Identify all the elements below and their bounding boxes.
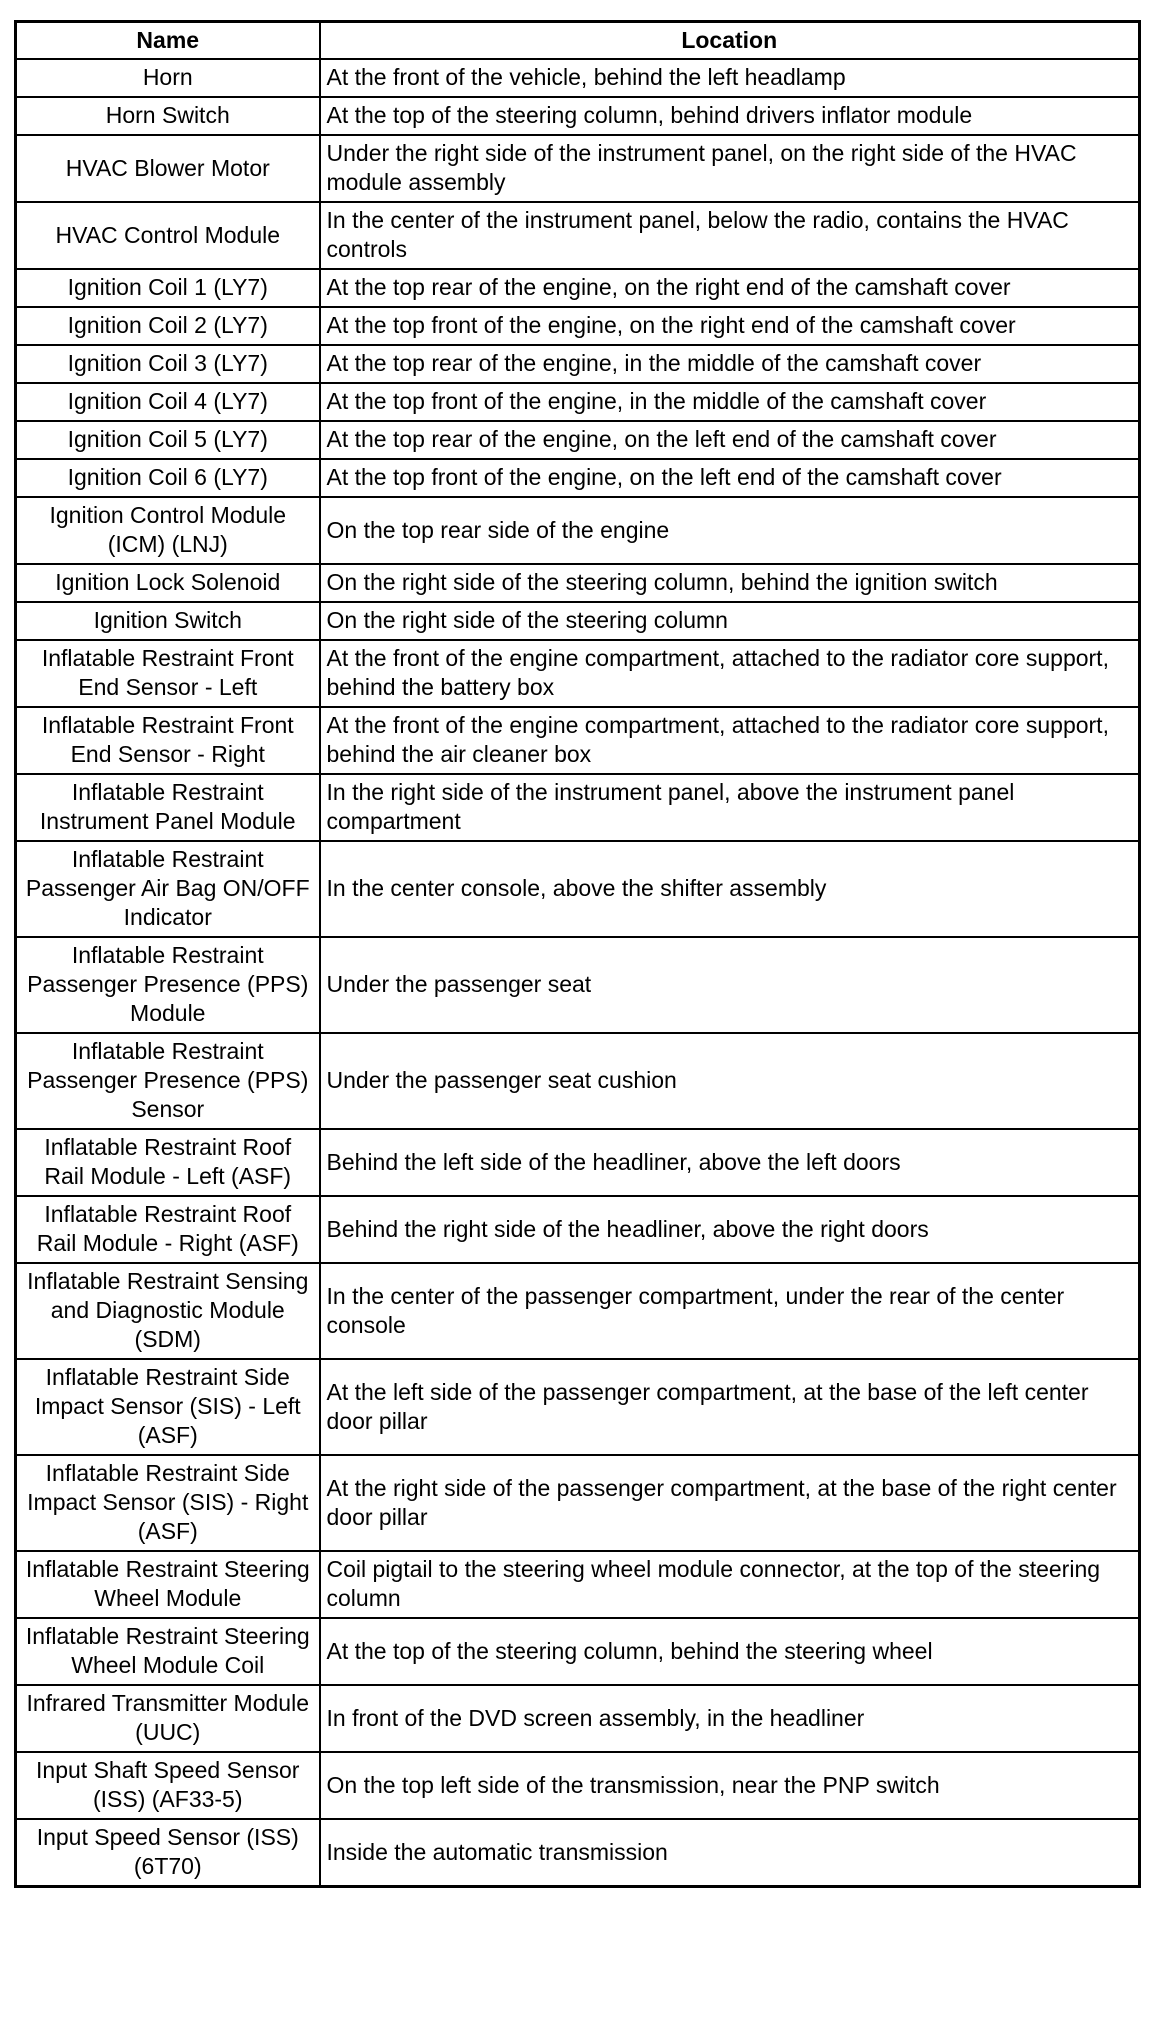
component-name-cell: Inflatable Restraint Instrument Panel Module [16, 774, 320, 841]
component-location-cell: In front of the DVD screen assembly, in the headliner [320, 1685, 1140, 1752]
component-location-cell: In the center of the passenger compartment, under the rear of the center console [320, 1263, 1140, 1359]
component-location-cell: At the front of the engine compartment, attached to the radiator core support, behind the air cleaner box [320, 707, 1140, 774]
component-location-cell: At the top front of the engine, on the left end of the camshaft cover [320, 459, 1140, 497]
component-name-cell: Input Speed Sensor (ISS) (6T70) [16, 1819, 320, 1887]
component-name-cell: Inflatable Restraint Side Impact Sensor (SIS) - Left (ASF) [16, 1359, 320, 1455]
component-location-cell: Under the passenger seat [320, 937, 1140, 1033]
component-location-cell: In the center console, above the shifter assembly [320, 841, 1140, 937]
component-location-cell: On the right side of the steering column [320, 602, 1140, 640]
table-row [16, 383, 1140, 421]
component-name-cell: Inflatable Restraint Sensing and Diagnostic Module (SDM) [16, 1263, 320, 1359]
component-location-cell: At the top of the steering column, behind the steering wheel [320, 1618, 1140, 1685]
component-name-cell: Inflatable Restraint Side Impact Sensor (SIS) - Right (ASF) [16, 1455, 320, 1551]
table-row [16, 707, 1140, 774]
component-name-cell: Ignition Coil 1 (LY7) [16, 269, 320, 307]
component-name-cell: Inflatable Restraint Passenger Air Bag ON/OFF Indicator [16, 841, 320, 937]
table-row [16, 1819, 1140, 1887]
component-name-cell: Ignition Coil 4 (LY7) [16, 383, 320, 421]
component-name-cell: Inflatable Restraint Passenger Presence (PPS) Sensor [16, 1033, 320, 1129]
table-row [16, 1752, 1140, 1819]
component-location-cell: At the top of the steering column, behind drivers inflator module [320, 97, 1140, 135]
component-location-cell: Inside the automatic transmission [320, 1819, 1140, 1887]
table-row [16, 602, 1140, 640]
component-name-cell: Infrared Transmitter Module (UUC) [16, 1685, 320, 1752]
table-row [16, 564, 1140, 602]
component-name-cell: Inflatable Restraint Front End Sensor - Right [16, 707, 320, 774]
table-row [16, 841, 1140, 937]
component-location-table [14, 20, 1141, 1888]
component-name-cell: Inflatable Restraint Front End Sensor - Left [16, 640, 320, 707]
component-name-cell: Ignition Coil 6 (LY7) [16, 459, 320, 497]
table-row [16, 1033, 1140, 1129]
table-row [16, 202, 1140, 269]
table-row [16, 459, 1140, 497]
table-row [16, 1551, 1140, 1618]
component-location-cell: Under the right side of the instrument panel, on the right side of the HVAC module assembly [320, 135, 1140, 202]
component-location-cell: At the left side of the passenger compartment, at the base of the left center door pillar [320, 1359, 1140, 1455]
component-name-cell: Ignition Coil 5 (LY7) [16, 421, 320, 459]
component-location-cell: Behind the left side of the headliner, above the left doors [320, 1129, 1140, 1196]
table-row [16, 1359, 1140, 1455]
header-row [16, 22, 1140, 60]
component-location-cell: Behind the right side of the headliner, above the right doors [320, 1196, 1140, 1263]
table-row [16, 345, 1140, 383]
table-row [16, 135, 1140, 202]
header-location: Location [320, 22, 1140, 60]
component-name-cell: HVAC Control Module [16, 202, 320, 269]
table-row [16, 1685, 1140, 1752]
component-name-cell: Inflatable Restraint Steering Wheel Module [16, 1551, 320, 1618]
table-row [16, 421, 1140, 459]
table-row [16, 937, 1140, 1033]
component-location-cell: On the right side of the steering column, behind the ignition switch [320, 564, 1140, 602]
component-location-cell: At the top front of the engine, in the middle of the camshaft cover [320, 383, 1140, 421]
component-location-cell: Under the passenger seat cushion [320, 1033, 1140, 1129]
component-name-cell: Inflatable Restraint Steering Wheel Module Coil [16, 1618, 320, 1685]
component-name-cell: Ignition Coil 3 (LY7) [16, 345, 320, 383]
component-location-cell: On the top rear side of the engine [320, 497, 1140, 564]
table-row [16, 307, 1140, 345]
component-name-cell: HVAC Blower Motor [16, 135, 320, 202]
table-row [16, 497, 1140, 564]
component-name-cell: Ignition Lock Solenoid [16, 564, 320, 602]
component-location-cell: At the top rear of the engine, on the left end of the camshaft cover [320, 421, 1140, 459]
component-location-cell: At the front of the vehicle, behind the left headlamp [320, 59, 1140, 97]
component-locator-document [14, 20, 1138, 1888]
table-row [16, 59, 1140, 97]
component-location-cell: At the right side of the passenger compartment, at the base of the right center door pillar [320, 1455, 1140, 1551]
table-row [16, 1196, 1140, 1263]
table-row [16, 640, 1140, 707]
component-location-cell: At the top front of the engine, on the right end of the camshaft cover [320, 307, 1140, 345]
table-row [16, 774, 1140, 841]
table-row [16, 1263, 1140, 1359]
component-name-cell: Inflatable Restraint Roof Rail Module - Left (ASF) [16, 1129, 320, 1196]
component-location-cell: At the front of the engine compartment, attached to the radiator core support, behind the battery box [320, 640, 1140, 707]
component-name-cell: Horn Switch [16, 97, 320, 135]
component-name-cell: Input Shaft Speed Sensor (ISS) (AF33-5) [16, 1752, 320, 1819]
component-location-cell: In the center of the instrument panel, below the radio, contains the HVAC controls [320, 202, 1140, 269]
component-name-cell: Ignition Control Module (ICM) (LNJ) [16, 497, 320, 564]
component-location-cell: At the top rear of the engine, in the middle of the camshaft cover [320, 345, 1140, 383]
table-header [16, 22, 1140, 60]
component-location-cell: At the top rear of the engine, on the right end of the camshaft cover [320, 269, 1140, 307]
component-name-cell: Ignition Switch [16, 602, 320, 640]
component-location-cell: In the right side of the instrument panel, above the instrument panel compartment [320, 774, 1140, 841]
component-name-cell: Inflatable Restraint Passenger Presence (PPS) Module [16, 937, 320, 1033]
table-body [16, 59, 1140, 1887]
component-location-cell: Coil pigtail to the steering wheel module connector, at the top of the steering column [320, 1551, 1140, 1618]
table-row [16, 97, 1140, 135]
component-name-cell: Horn [16, 59, 320, 97]
table-row [16, 1455, 1140, 1551]
table-row [16, 269, 1140, 307]
header-name: Name [16, 22, 320, 60]
component-name-cell: Inflatable Restraint Roof Rail Module - Right (ASF) [16, 1196, 320, 1263]
component-name-cell: Ignition Coil 2 (LY7) [16, 307, 320, 345]
table-row [16, 1129, 1140, 1196]
table-row [16, 1618, 1140, 1685]
component-location-cell: On the top left side of the transmission, near the PNP switch [320, 1752, 1140, 1819]
